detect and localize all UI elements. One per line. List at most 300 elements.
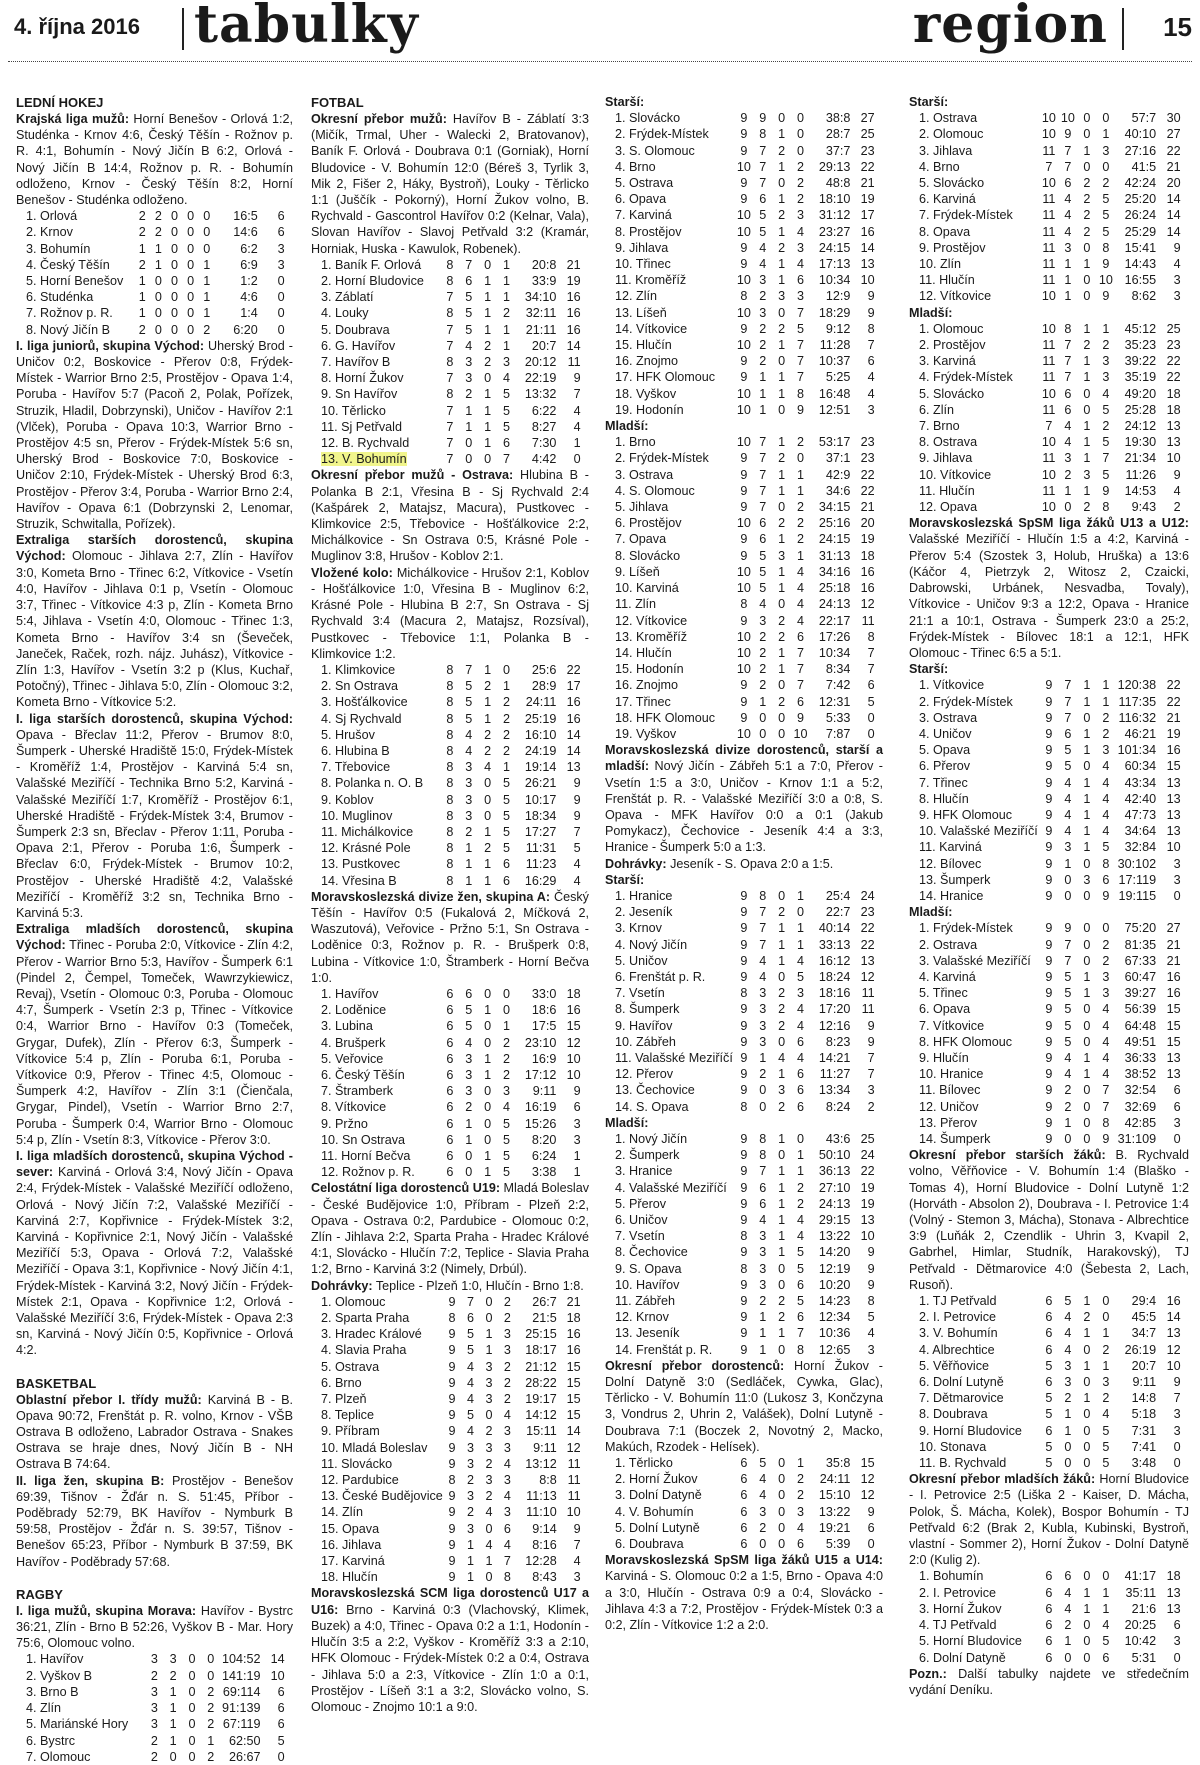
table-cell: 12. Uničov (919, 1099, 979, 1114)
table-cell: 9 (1045, 872, 1053, 887)
table-row (605, 1147, 875, 1163)
table-cell: 8. Slovácko (615, 548, 681, 563)
table-cell: 45:5 (1131, 1310, 1157, 1325)
table-cell: 11:23 (525, 857, 557, 872)
table-cell: 3 (759, 1229, 767, 1244)
table-cell: 39:27 (1124, 986, 1157, 1001)
table-row (909, 143, 1181, 159)
table-cell: 0 (796, 111, 804, 126)
table-cell: 17:12 (524, 1067, 557, 1082)
table-row (311, 289, 581, 305)
table-row (311, 694, 581, 710)
table-cell: 19:17 (525, 1392, 557, 1407)
table-cell: 1 (1083, 483, 1091, 498)
table-cell: 0 (484, 257, 492, 272)
table-cell: 17 (566, 679, 581, 694)
table-cell: 12. Přerov (615, 1067, 674, 1082)
table-cell: 4 (1102, 1034, 1110, 1049)
table-cell: 1 (484, 290, 492, 305)
table-cell: 11 (1042, 257, 1056, 272)
table-cell: 1 (484, 322, 492, 337)
table-cell: 8. Teplice (321, 1408, 374, 1423)
table-cell: 16 (566, 1327, 581, 1342)
section-gap (16, 1570, 293, 1586)
table-cell: 10 (1166, 1358, 1181, 1373)
table-cell: 5 (1102, 208, 1110, 223)
table-cell: 0 (188, 1701, 196, 1716)
table-cell: 8 (1064, 321, 1072, 336)
table-cell: 1 (203, 257, 211, 272)
table-cell: 3 (759, 1277, 767, 1292)
table-row (311, 743, 581, 759)
table-row (16, 305, 285, 321)
table-cell: 1 (796, 467, 804, 482)
table-cell: 0 (171, 209, 179, 224)
table-cell: 13 (566, 760, 581, 775)
table-cell: 9 (448, 1294, 456, 1309)
table-cell: 6 (446, 1019, 454, 1034)
table-cell: 33:0 (531, 986, 557, 1001)
table-cell: 4 (759, 1472, 767, 1487)
table-cell: 5 (502, 419, 510, 434)
table-cell: 1 (1083, 678, 1091, 693)
table-cell: 1 (1102, 678, 1110, 693)
table-cell: 19:30 (1124, 435, 1157, 450)
table-cell: 6 (759, 532, 767, 547)
table-cell: 12:31 (818, 694, 851, 709)
table-cell: 7 (796, 678, 804, 693)
table-cell: 2 (1173, 500, 1181, 515)
table-cell: 0 (1173, 1456, 1181, 1471)
table-cell: 4 (1064, 1310, 1072, 1325)
table-row (605, 467, 875, 483)
table-cell: 2. Frýdek-Místek (615, 451, 709, 466)
table-cell: 13. Kroměříž (615, 629, 688, 644)
table-cell: 4 (796, 1229, 804, 1244)
table-cell: 3 (465, 1051, 473, 1066)
table-cell: 0 (1083, 710, 1091, 725)
table-cell: 2 (503, 1359, 511, 1374)
table-cell: 6 (796, 273, 804, 288)
table-cell: 3 (1064, 240, 1072, 255)
table-cell: 15 (566, 1019, 581, 1034)
table-cell: 3 (759, 1002, 767, 1017)
table-cell: 6. Doubrava (615, 1537, 684, 1552)
table-cell: 5 (1102, 1634, 1110, 1649)
table-cell: 1 (1083, 986, 1091, 1001)
table-cell: 5 (759, 548, 767, 563)
table-cell: 10 (736, 629, 751, 644)
table-cell: 0 (187, 290, 195, 305)
table-cell: 8:43 (532, 1570, 557, 1585)
table-cell: 27 (860, 111, 875, 126)
table-cell: 5 (867, 1310, 875, 1325)
table-cell: 7. Vsetín (615, 1229, 665, 1244)
table-cell: 8 (446, 792, 454, 807)
table-cell: 0 (484, 792, 492, 807)
table-cell: 1 (778, 192, 786, 207)
table-cell: 38:52 (1124, 1067, 1157, 1082)
standings-table (909, 920, 1181, 1147)
table-row (605, 580, 875, 596)
table-cell: 7:87 (825, 726, 851, 741)
table-cell: 9 (867, 1034, 875, 1049)
table-cell: 1 (1102, 694, 1110, 709)
table-cell: 4 (1173, 257, 1181, 272)
table-cell: 0 (277, 306, 285, 321)
table-cell: 5 (1102, 840, 1110, 855)
table-cell: 9:11 (1132, 1375, 1157, 1390)
table-cell: 1 (573, 436, 581, 451)
table-cell: 1 (169, 1701, 177, 1716)
table-cell: 34:6 (825, 483, 851, 498)
header-rule (8, 61, 1192, 62)
table-cell: 6. Dolní Lutyně (919, 1375, 1004, 1390)
table-cell: 4 (759, 1213, 767, 1228)
table-cell: 12. Vítkovice (615, 613, 688, 628)
table-cell: 5 (1064, 986, 1072, 1001)
table-row (16, 241, 285, 257)
table-cell: 4 (796, 1018, 804, 1033)
table-row (311, 1472, 581, 1488)
table-cell: 1 (759, 694, 767, 709)
table-cell: 18:6 (531, 1003, 557, 1018)
table-row (16, 322, 285, 338)
table-cell: 9 (740, 1034, 748, 1049)
table-cell: 4 (796, 224, 804, 239)
table-cell: 12:9 (825, 289, 851, 304)
table-cell: 5:18 (1131, 1407, 1157, 1422)
table-cell: 9 (573, 371, 581, 386)
table-cell: 11 (1042, 402, 1056, 417)
table-cell: 4 (485, 1505, 493, 1520)
table-row (605, 1196, 875, 1212)
table-cell: 0 (778, 1472, 786, 1487)
table-cell: 4 (1064, 1050, 1072, 1065)
table-cell: 4 (466, 1359, 474, 1374)
table-cell: 0 (187, 241, 195, 256)
table-row (16, 273, 285, 289)
table-cell: 10 (736, 159, 751, 174)
table-cell: 8 (1102, 240, 1110, 255)
table-row (605, 1487, 875, 1503)
table-cell: 9 (448, 1327, 456, 1342)
table-cell: 7 (796, 370, 804, 385)
standings-table (909, 1568, 1181, 1665)
table-cell: 10. Zábřeh (615, 1034, 676, 1049)
table-cell: 21:11 (525, 322, 557, 337)
table-cell: 4 (466, 1424, 474, 1439)
table-cell: 5:39 (825, 1537, 851, 1552)
table-cell: 3 (1173, 289, 1181, 304)
table-cell: 1 (1083, 419, 1091, 434)
table-cell: 9. Koblov (321, 792, 374, 807)
table-cell: 3 (169, 1652, 177, 1667)
table-cell: 0 (187, 274, 195, 289)
table-cell: 8. Vítkovice (321, 1100, 387, 1115)
table-cell: 9 (448, 1456, 456, 1471)
table-cell: 18:24 (818, 969, 851, 984)
table-cell: 21 (1166, 953, 1181, 968)
table-cell: 9. Horní Bludovice (919, 1423, 1022, 1438)
table-cell: 4 (573, 873, 581, 888)
table-cell: 0 (484, 1019, 492, 1034)
table-cell: 0 (484, 1116, 492, 1131)
table-cell: 8 (759, 127, 767, 142)
table-cell: 25:20 (1124, 192, 1157, 207)
table-cell: 19:14 (524, 760, 557, 775)
table-cell: 8 (867, 1294, 875, 1309)
table-cell: 11. Sj Petřvald (321, 419, 402, 434)
table-cell: 10 (1166, 451, 1181, 466)
table-cell: 1 (465, 1132, 473, 1147)
table-cell: 3 (465, 808, 473, 823)
table-cell: 0 (778, 1034, 786, 1049)
table-cell: 14. Frenštát p. R. (615, 1342, 713, 1357)
table-cell: 1 (484, 387, 492, 402)
table-cell: 9 (573, 1521, 581, 1536)
table-cell: 5 (759, 564, 767, 579)
table-cell: 14 (270, 1652, 285, 1667)
table-cell: 7 (446, 371, 454, 386)
table-cell: 5 (1102, 192, 1110, 207)
table-cell: 10 (1041, 176, 1056, 191)
table-cell: 7 (465, 662, 473, 677)
table-cell: 24:13 (818, 597, 851, 612)
table-cell: 0 (778, 597, 786, 612)
table-row (311, 1326, 581, 1342)
table-cell: 1 (796, 888, 804, 903)
table-cell: 6 (502, 436, 510, 451)
standings-table (311, 986, 581, 1180)
table-cell: 10 (736, 224, 751, 239)
table-cell: 13 (1166, 1326, 1181, 1341)
table-row (605, 1309, 875, 1325)
table-cell: 34:16 (818, 564, 851, 579)
table-cell: 21 (566, 1294, 581, 1309)
table-cell: 4 (796, 953, 804, 968)
table-cell: 42:9 (825, 467, 851, 482)
table-cell: 0 (1064, 500, 1072, 515)
table-cell: 6 (1045, 1326, 1053, 1341)
table-row (909, 872, 1181, 888)
table-cell: 2. Sparta Praha (321, 1311, 410, 1326)
table-row (311, 1294, 581, 1310)
competition-name: Dohrávky: (605, 856, 667, 871)
table-cell: 9 (1045, 807, 1053, 822)
table-cell: 6 (1173, 1618, 1181, 1633)
table-cell: 2 (1083, 338, 1091, 353)
table-cell: 14 (566, 1424, 581, 1439)
table-row (909, 807, 1181, 823)
table-cell: 9 (1045, 840, 1053, 855)
table-row (605, 953, 875, 969)
table-cell: 6 (1173, 1083, 1181, 1098)
table-cell: 4 (1064, 419, 1072, 434)
table-cell: 6 (446, 1035, 454, 1050)
table-row (605, 937, 875, 953)
table-cell: 2 (484, 841, 492, 856)
table-cell: 14. Hlučín (615, 645, 672, 660)
table-cell: 4 (796, 581, 804, 596)
table-cell: 23 (860, 451, 875, 466)
table-cell: 13. Šumperk (919, 872, 991, 887)
table-cell: 18 (1166, 1569, 1181, 1584)
table-row (311, 1521, 581, 1537)
competition-name: Krajská liga mužů: (16, 112, 130, 126)
table-cell: 9 (1045, 888, 1053, 903)
table-cell: 16 (860, 224, 875, 239)
table-cell: 2. Sn Ostrava (321, 679, 398, 694)
table-cell: 0 (484, 452, 492, 467)
table-cell: 19:115 (1118, 888, 1157, 903)
group-label: Starší: (909, 95, 949, 109)
section-title-left: tabulky (194, 0, 419, 55)
table-cell: 0 (1083, 289, 1091, 304)
table-cell: 35:19 (1124, 370, 1157, 385)
table-cell: 0 (484, 371, 492, 386)
table-row (605, 1471, 875, 1487)
table-cell: 4 (465, 338, 473, 353)
table-row (311, 1504, 581, 1520)
table-cell: 5. Uničov (615, 953, 668, 968)
section-heading: LEDNÍ HOKEJ (16, 95, 104, 110)
table-cell: 7 (1064, 953, 1072, 968)
table-cell: 9:43 (1131, 500, 1157, 515)
table-cell: 10. Valašské Meziříčí (919, 824, 1038, 839)
results-paragraph (909, 1666, 1189, 1698)
table-cell: 0 (171, 290, 179, 305)
table-cell: 10 (1060, 111, 1075, 126)
table-row (16, 1684, 285, 1700)
table-cell: 1 (1083, 354, 1091, 369)
table-cell: 2 (796, 435, 804, 450)
table-cell: 10 (736, 516, 751, 531)
table-cell: 3 (796, 289, 804, 304)
table-cell: 2 (1083, 500, 1091, 515)
table-cell: 3 (573, 1116, 581, 1131)
table-row (16, 1651, 285, 1667)
table-cell: 9 (1173, 467, 1181, 482)
table-cell: 2 (778, 1018, 786, 1033)
table-row (909, 337, 1181, 353)
table-cell: 6 (446, 1165, 454, 1180)
table-cell: 5 (796, 1245, 804, 1260)
table-cell: 4 (1102, 1407, 1110, 1422)
table-row (16, 208, 285, 224)
table-row (311, 824, 581, 840)
table-cell: 4 (1064, 775, 1072, 790)
match-results: Hlubina B - Polanka B 2:1, Vřesina B - Sj Rychvald 2:4 (Kašpárek 2, Matajsz, Macura), Pustkovec - Klimkovice 2:5, Třebovice - Hošťálkovice 2:2, Michálkovice - Sn Ostrava 0:5, Krásné Pole - Muglinov 3:8, Hrušov - Koblov 2:1. (311, 468, 589, 564)
table-cell: 4 (796, 1050, 804, 1065)
table-cell: 9 (448, 1392, 456, 1407)
table-cell: 3. Brno B (26, 1684, 79, 1699)
competition-name: Okresní přebor dorostenců: (605, 1358, 785, 1373)
table-row (909, 256, 1181, 272)
table-cell: 13:22 (818, 1229, 851, 1244)
table-cell: 1 (1083, 1067, 1091, 1082)
table-cell: 9:12 (825, 321, 851, 336)
table-cell: 2. Ostrava (919, 937, 978, 952)
table-cell: 3 (759, 986, 767, 1001)
table-cell: 21 (1166, 159, 1181, 174)
table-cell: 16 (566, 695, 581, 710)
table-cell: 5. Horní Bludovice (919, 1634, 1022, 1649)
table-cell: 7 (1064, 370, 1072, 385)
table-cell: 36:33 (1124, 1050, 1157, 1065)
table-cell: 2 (796, 1472, 804, 1487)
table-cell: 9 (740, 1018, 748, 1033)
table-cell: 1 (778, 532, 786, 547)
table-row (311, 792, 581, 808)
table-cell: 9 (1173, 240, 1181, 255)
table-cell: 0 (484, 1132, 492, 1147)
table-cell: 8:16 (532, 1537, 557, 1552)
results-paragraph (605, 1552, 883, 1633)
table-cell: 10 (860, 273, 875, 288)
table-cell: 75:20 (1124, 921, 1157, 936)
table-cell: 4 (1102, 775, 1110, 790)
table-cell: 6 (446, 1084, 454, 1099)
table-cell: 9. Jihlava (615, 240, 669, 255)
table-cell: 0 (171, 257, 179, 272)
table-cell: 2 (867, 1099, 875, 1114)
table-cell: 19 (566, 274, 581, 289)
table-cell: 30 (1166, 111, 1181, 126)
table-cell: 34:7 (1131, 1326, 1157, 1341)
table-cell: 1 (1083, 1326, 1091, 1341)
table-cell: 7 (867, 645, 875, 660)
table-cell: 0 (187, 225, 195, 240)
table-cell: 0 (1064, 1439, 1072, 1454)
table-cell: 27 (1166, 127, 1181, 142)
table-cell: 14 (1166, 224, 1181, 239)
results-paragraph (16, 1392, 293, 1473)
table-cell: 1 (502, 290, 510, 305)
table-cell: 11. Valašské Meziříčí (615, 1050, 733, 1065)
table-cell: 6 (796, 1099, 804, 1114)
table-cell: 6. Opava (615, 192, 667, 207)
table-cell: 5. Horní Benešov (26, 274, 124, 289)
table-cell: 5. Hrušov (321, 727, 375, 742)
table-cell: 7 (446, 419, 454, 434)
table-cell: 1 (466, 1537, 474, 1552)
table-cell: 32:69 (1124, 1099, 1157, 1114)
table-cell: 6. Brno (321, 1375, 362, 1390)
table-cell: 7 (1064, 710, 1072, 725)
table-cell: 20:12 (524, 355, 557, 370)
match-results: B. Rychvald volno, Věřňovice - V. Bohumín 1:4 (Blaško - Tomas 4), Horní Bludovice - Dolní Lutyně 1:2 (Horváth - Absolon 2), Doubrava - I. Petrovice 1:4 (Volný - Stemon 3, Mácha), Stonava - Albrechtice 3:9 (Luňák 2, Czendlik - Uhrin 3, Kvapil 2, Gabrhel, Himlar, Studník, Harakovský), TJ Petřvald - Dětmarovice 4:0 (Šebesta 2, Lach, Rusoň). (909, 1148, 1189, 1292)
table-cell: 15. Hodonín (615, 662, 684, 677)
table-cell: 5. Jihlava (615, 500, 669, 515)
table-cell: 2 (154, 209, 162, 224)
table-cell: 9 (867, 1018, 875, 1033)
table-cell: 6:2 (240, 241, 258, 256)
table-cell: 16. Znojmo (615, 354, 678, 369)
table-cell: 9. Líšeň (615, 564, 660, 579)
table-cell: 1 (485, 1327, 493, 1342)
table-cell: 1 (778, 1132, 786, 1146)
table-cell: 23:10 (524, 1035, 557, 1050)
table-cell: 4. Karviná (919, 969, 976, 984)
match-results: Olomouc - Jihlava 2:7, Zlín - Havířov 3:0, Kometa Brno - Třinec 6:2, Vítkovice - Vsetín 4:0, Havířov - Jihlava 0:1 p, Vsetín - Olomouc 3:7, Třinec - Vítkovice 4:3 p, Zlín - Kometa Brno 5:4, Jihlava - Vsetín 4:0, Olomouc - Třinec 1:3, Kometa Brno - Havířov 3:4 sn (Ševeček, Janeček, Raček, rozh. nájz. Juhász), Vítkovice - Zlín 1:3, Havířov - Vsetín 3:2 p (Klus, Kuchař, Potočný), Třinec - Jihlava 5:0, Zlín - Olomouc 3:2, Kometa Brno - Vítkovice 5:2. (16, 549, 293, 710)
table-cell: 10. Muglinov (321, 808, 393, 823)
table-cell: 101:34 (1117, 743, 1157, 758)
table-row (909, 1115, 1181, 1131)
table-cell: 3 (1083, 467, 1091, 482)
table-row (605, 1293, 875, 1309)
table-cell: 2 (1083, 208, 1091, 223)
